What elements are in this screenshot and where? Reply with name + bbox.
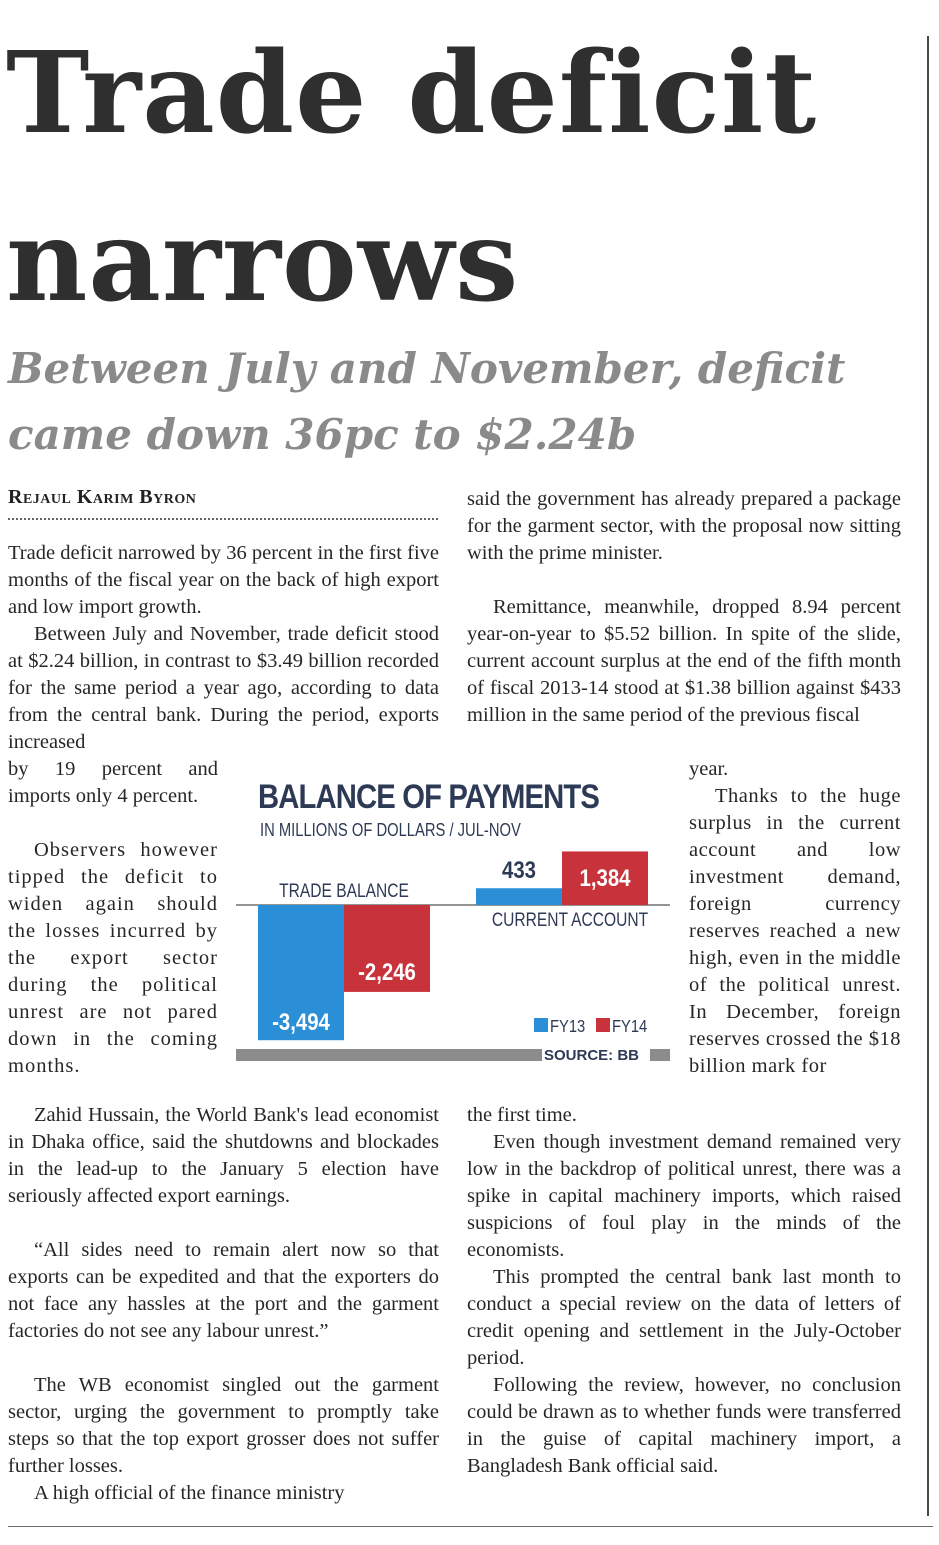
- category-label-1: CURRENT ACCOUNT: [491, 908, 649, 931]
- data-label-fy13-1: 433: [501, 856, 537, 884]
- source-label: SOURCE: BB: [544, 1047, 640, 1064]
- right-paragraph-3: Thanks to the huge surplus in the current account and low investment demand, foreign currency reserves reached a new high, even in the middle of the political unrest. In December, foreign reserves crossed the $18 billion mark for: [689, 785, 901, 1077]
- right-paragraph-2: Remittance, meanwhile, dropped 8.94 percent year-on-year to $5.52 billion. In spite of the slide, current account surplus at the end of the fifth month of fiscal 2013-14 stood at $1.38 billion against $433 million in the same period of the previous fiscal: [467, 596, 901, 726]
- legend-swatch-fy14: [596, 1018, 610, 1032]
- left-paragraph-7: A high official of the finance ministry: [34, 1482, 345, 1504]
- left-paragraph-4: Zahid Hussain, the World Bank's lead economist in Dhaka office, said the shutdowns and blockades in the lead-up to the January 5 election have seriously affected export earnings.: [8, 1104, 439, 1207]
- byline: Rejaul Karim Byron: [8, 486, 197, 508]
- headline-line-1: Trade deficit: [6, 28, 818, 159]
- right-paragraph-3-continued: the first time.: [467, 1104, 577, 1126]
- category-label-0: TRADE BALANCE: [279, 879, 409, 902]
- right-paragraph-4: Even though investment demand remained very low in the backdrop of political unrest, there was a spike in capital machinery imports, which raised suspicions of foul play in the minds of the economists.: [467, 1131, 901, 1261]
- headline-line-2: narrows: [6, 196, 520, 327]
- data-label-fy13-0: -3,494: [272, 1008, 330, 1036]
- legend-label-fy13: FY13: [550, 1016, 586, 1037]
- balance-of-payments-chart: [232, 840, 674, 1070]
- data-label-fy14-1: 1,384: [579, 864, 631, 892]
- left-paragraph-6: The WB economist singled out the garment sector, urging the government to promptly take steps so that the top export grosser does not suffer further losses.: [8, 1374, 439, 1477]
- source-bar-left: [236, 1049, 542, 1061]
- left-paragraph-2: Between July and November, trade deficit stood at $2.24 billion, in contrast to $3.49 billion recorded for the same period a year ago, according to data from the central bank. During the period, exports increased: [8, 623, 439, 753]
- legend-swatch-fy13: [534, 1018, 548, 1032]
- data-label-fy14-0: -2,246: [358, 958, 416, 986]
- right-paragraph-6: Following the review, however, no conclusion could be drawn as to whether funds were transferred in the guise of capital machinery import, a Bangladesh Bank official said.: [467, 1374, 901, 1477]
- left-paragraph-2-continued: by 19 percent and imports only 4 percent.: [8, 758, 218, 807]
- chart-subtitle: IN MILLIONS OF DOLLARS / JUL-NOV: [260, 820, 521, 840]
- left-paragraph-5: “All sides need to remain alert now so that exports can be expedited and that the exporters do not face any hassles at the port and the garment factories do not see any labour unrest.”: [8, 1239, 439, 1342]
- bottom-rule: [8, 1526, 933, 1527]
- right-paragraph-5: This prompted the central bank last month to conduct a special review on the data of letters of credit opening and settlement in the July-October period.: [467, 1266, 901, 1369]
- chart-title: BALANCE OF PAYMENTS: [258, 778, 600, 816]
- legend-label-fy14: FY14: [612, 1016, 648, 1037]
- byline-divider: [8, 518, 438, 520]
- source-bar-right: [650, 1049, 670, 1061]
- bar-fy13-current-account: [476, 888, 562, 905]
- left-paragraph-1: Trade deficit narrowed by 36 percent in the first five months of the fiscal year on the back of high export and low import growth.: [8, 542, 439, 618]
- subheadline: Between July and November, deficit came down 36pc to $2.24b: [8, 344, 846, 459]
- left-paragraph-3: Observers however tipped the deficit to widen again should the losses incurred by the export sector during the political unrest are not pared down in the coming months.: [8, 839, 218, 1077]
- right-paragraph-1: said the government has already prepared a package for the garment sector, with the proposal now sitting with the prime minister.: [467, 488, 901, 564]
- right-paragraph-2-continued: year.: [689, 758, 729, 780]
- column-rule: [927, 36, 929, 1516]
